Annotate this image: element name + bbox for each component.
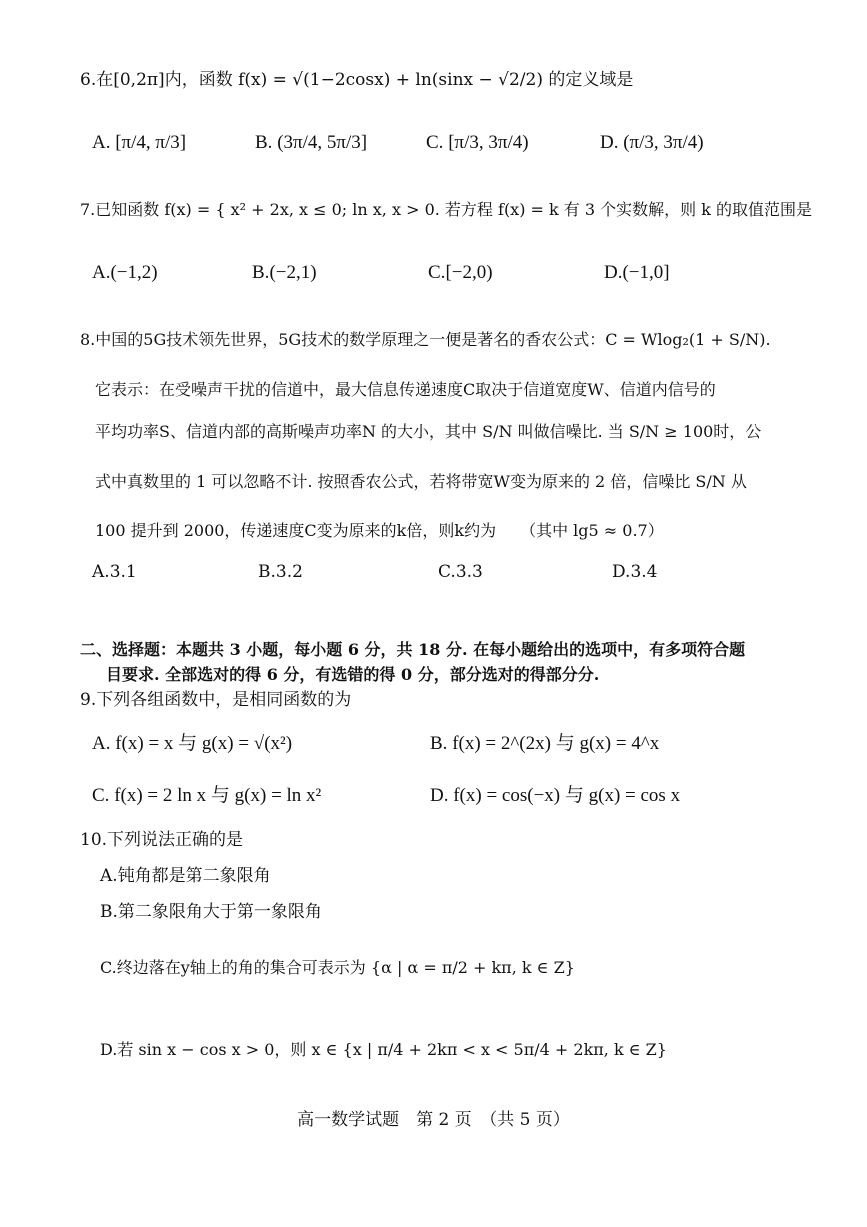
- q9-option-b: B. f(x) = 2^(2x) 与 g(x) = 4^x: [430, 733, 660, 754]
- q8-line-1: 8.中国的5G技术领先世界，5G技术的数学原理之一便是著名的香农公式：C = Wlog₂(1 + S/N).: [80, 330, 771, 349]
- q7-option-c: C.[−2,0): [428, 262, 493, 283]
- q6-option-a: A. [π/4, π/3]: [92, 132, 187, 153]
- q6-option-c: C. [π/3, 3π/4): [426, 132, 529, 153]
- q7-stem: 7.已知函数 f(x) = { x² + 2x, x ≤ 0; ln x, x > 0. 若方程 f(x) = k 有 3 个实数解，则 k 的取值范围是: [80, 200, 813, 219]
- q9-stem: 9.下列各组函数中，是相同函数的为: [80, 690, 352, 710]
- q8-line-5: 100 提升到 2000，传递速度C变为原来的k倍，则k约为 （其中 lg5 ≈ 0.7）: [95, 521, 664, 540]
- q8-option-c: C.3.3: [438, 562, 483, 582]
- page-footer: 高一数学试题 第 2 页 （共 5 页）: [297, 1110, 570, 1130]
- q9-option-d: D. f(x) = cos(−x) 与 g(x) = cos x: [430, 785, 681, 806]
- q7-option-a: A.(−1,2): [92, 262, 158, 283]
- q10-option-b: B.第二象限角大于第一象限角: [100, 902, 322, 922]
- q7-option-b: B.(−2,1): [252, 262, 317, 283]
- q8-line-4: 式中真数里的 1 可以忽略不计. 按照香农公式，若将带宽W变为原来的 2 倍，信噪比 S/N 从: [95, 472, 747, 491]
- q10-stem: 10.下列说法正确的是: [80, 830, 244, 850]
- q10-option-d: D.若 sin x − cos x > 0，则 x ∈ {x | π/4 + 2kπ < x < 5π/4 + 2kπ, k ∈ Z}: [100, 1040, 667, 1059]
- q6-option-b: B. (3π/4, 5π/3]: [255, 132, 368, 153]
- q8-option-d: D.3.4: [612, 562, 658, 582]
- q9-option-c: C. f(x) = 2 ln x 与 g(x) = ln x²: [92, 785, 322, 806]
- q8-option-a: A.3.1: [92, 562, 137, 582]
- q7-option-d: D.(−1,0]: [604, 262, 670, 283]
- section2-heading-line-1: 二、选择题：本题共 3 小题，每小题 6 分，共 18 分. 在每小题给出的选项中，有多项符合题: [80, 640, 746, 659]
- q8-line-3: 平均功率S、信道内部的高斯噪声功率N 的大小，其中 S/N 叫做信噪比. 当 S/N ≥ 100时，公: [95, 422, 762, 441]
- q10-option-c: C.终边落在y轴上的角的集合可表示为 {α | α = π/2 + kπ, k ∈ Z}: [100, 958, 575, 977]
- q8-line-2: 它表示：在受噪声干扰的信道中，最大信息传递速度C取决于信道宽度W、信道内信号的: [95, 380, 716, 399]
- section2-heading-line-2: 目要求. 全部选对的得 6 分，有选错的得 0 分，部分选对的得部分分.: [106, 665, 600, 684]
- q9-option-a: A. f(x) = x 与 g(x) = √(x²): [92, 733, 293, 754]
- q10-option-a: A.钝角都是第二象限角: [100, 866, 271, 886]
- q6-option-d: D. (π/3, 3π/4): [600, 132, 704, 153]
- q6-stem: 6.在[0,2π]内，函数 f(x) = √(1−2cosx) + ln(sinx − √2/2) 的定义域是: [80, 70, 634, 90]
- q8-option-b: B.3.2: [258, 562, 303, 582]
